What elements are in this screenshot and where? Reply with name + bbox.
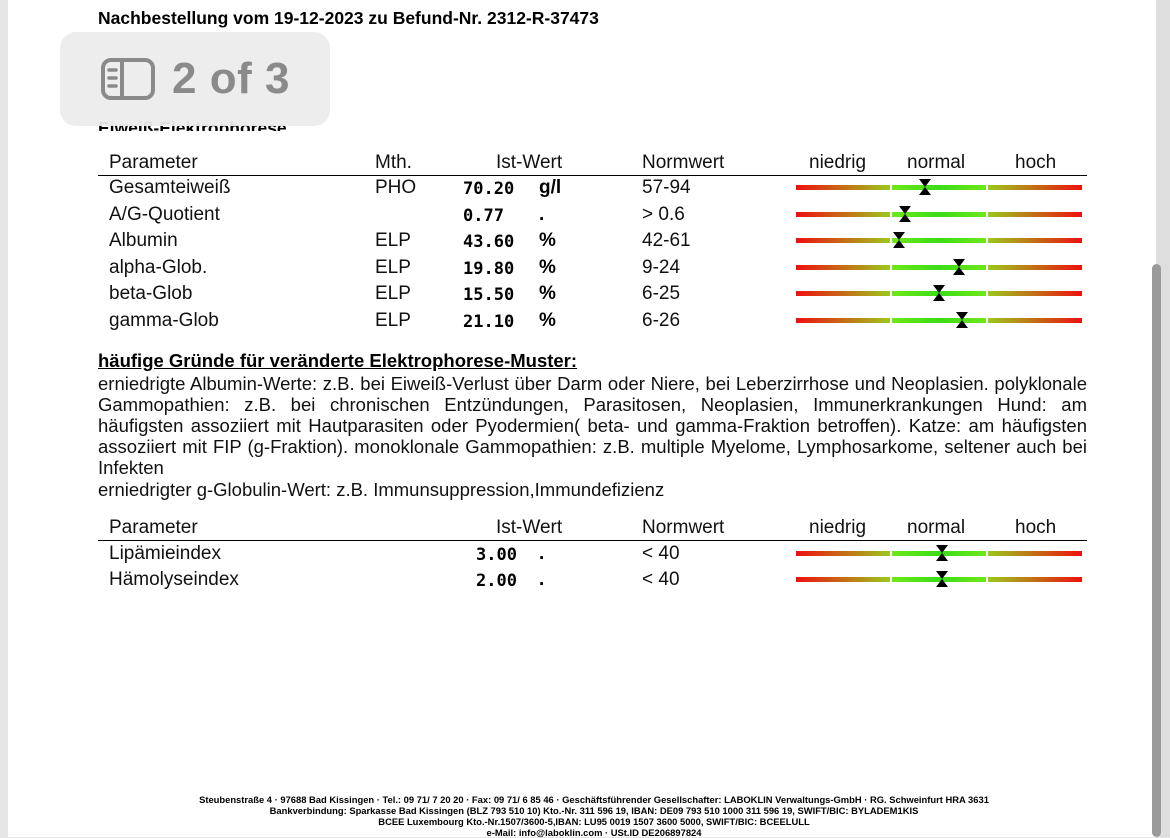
range-low xyxy=(796,291,890,296)
range-high xyxy=(988,238,1082,243)
parameter-name: gamma-Glob xyxy=(109,310,219,331)
footer xyxy=(98,794,1090,838)
level-bar xyxy=(796,238,1082,243)
document-title: Nachbestellung vom 19-12-2023 zu Befund-Nr. 2312-R-37473 xyxy=(98,8,599,28)
header-low-2: niedrig xyxy=(809,517,867,538)
range-high xyxy=(988,291,1082,296)
parameter-name: beta-Glob xyxy=(109,283,193,305)
level-marker-icon xyxy=(956,312,968,328)
range-high xyxy=(988,577,1082,582)
method: PHO xyxy=(375,177,417,198)
footer-line: Bankverbindung: Sparkasse Bad Kissingen (BLZ 793 510 10) Kto.-Nr. 311 596 19, IBAN: DE09 793 510 1000 311 596 19, SWIFT/BIC: BYLADEM1KIS xyxy=(269,805,919,816)
norm-range: 6-25 xyxy=(642,283,681,305)
range-high xyxy=(988,185,1082,190)
page-indicator[interactable] xyxy=(60,32,330,126)
reasons-paragraph: erniedrigte Albumin-Werte: z.B. bei Eiweiß-Verlust über Darm oder Niere, bei Leberzirrhose und Neoplasien. polyklonale Gammopathien: z.B. bei chronischen Entzündungen, Parasitosen, Neoplasien, Immunerkrankungen Hund: am häufigsten assoziiert mit Hautparasiten oder Pyodermien( beta- und gamma-Fraktion betroffen). Katze: am häufigsten assoziiert mit FIP (g-Fraktion). monoklonale Gammopathien: z.B. multiple Myelome, Lymphosarkome, seltener auch bei Infekten xyxy=(98,373,1087,478)
norm-range: 6-26 xyxy=(642,310,681,331)
result-unit: % xyxy=(539,310,556,331)
header-high: hoch xyxy=(1015,152,1057,173)
result-unit: % xyxy=(539,230,556,252)
result-value: 15.50 xyxy=(463,285,515,306)
level-bar xyxy=(796,577,1082,582)
result-unit: g/l xyxy=(539,177,562,198)
header-high-2: hoch xyxy=(1015,517,1057,538)
result-unit: . xyxy=(539,569,545,590)
range-normal xyxy=(892,238,986,243)
range-high xyxy=(988,265,1082,270)
range-high xyxy=(988,212,1082,217)
header-normal-2: normal xyxy=(907,517,966,538)
level-marker-icon xyxy=(933,285,945,301)
range-low xyxy=(796,265,890,270)
header-norm: Normwert xyxy=(642,152,725,173)
reasons-title: häufige Gründe für veränderte Elektrophorese-Muster: xyxy=(98,350,578,371)
norm-range: < 40 xyxy=(642,543,680,564)
result-value: 43.60 xyxy=(463,232,515,253)
level-marker-icon xyxy=(893,232,905,248)
level-bar xyxy=(796,185,1082,190)
range-normal xyxy=(892,318,986,323)
range-low xyxy=(796,318,890,323)
level-marker-icon xyxy=(919,179,931,195)
footer-line: BCEE Luxembourg Kto.-Nr.1507/3600-5,IBAN: LU95 0019 1507 3600 5000, SWIFT/BIC: BCEELULL xyxy=(378,816,810,827)
method: ELP xyxy=(375,230,411,252)
result-value: 2.00 xyxy=(476,571,517,591)
range-normal xyxy=(892,265,986,270)
header-norm-2: Normwert xyxy=(642,517,725,538)
range-low xyxy=(796,551,890,556)
footer-line: e-Mail: info@laboklin.com · USt.ID DE206897824 xyxy=(486,827,702,838)
method: ELP xyxy=(375,256,411,278)
sidebar-icon[interactable] xyxy=(100,57,156,101)
parameter-name: Hämolyseindex xyxy=(109,569,239,590)
level-marker-icon xyxy=(936,545,948,561)
parameter-name: A/G-Quotient xyxy=(109,203,220,225)
result-value: 0.77 xyxy=(463,205,504,226)
range-low xyxy=(796,238,890,243)
norm-range: 42-61 xyxy=(642,230,691,252)
result-unit: . xyxy=(539,543,545,564)
header-divider-2 xyxy=(98,540,1087,541)
result-unit: . xyxy=(539,203,545,225)
parameter-name: Albumin xyxy=(109,230,178,252)
level-bar xyxy=(796,212,1082,217)
level-bar xyxy=(796,265,1082,270)
norm-range: 9-24 xyxy=(642,256,681,278)
header-parameter: Parameter xyxy=(109,152,198,173)
header-divider xyxy=(98,175,1087,176)
header-low: niedrig xyxy=(809,152,867,173)
result-unit: % xyxy=(539,256,556,278)
result-value: 70.20 xyxy=(463,179,515,199)
range-low xyxy=(796,577,890,582)
header-value: Ist-Wert xyxy=(496,152,563,173)
header-parameter-2: Parameter xyxy=(109,517,198,538)
result-value: 19.80 xyxy=(463,258,515,279)
parameter-name: Gesamteiweiß xyxy=(109,177,231,198)
level-marker-icon xyxy=(936,571,948,587)
result-value: 3.00 xyxy=(476,545,517,565)
range-high xyxy=(988,318,1082,323)
level-marker-icon xyxy=(899,206,911,222)
scrollbar[interactable] xyxy=(1152,264,1161,837)
level-bar xyxy=(796,551,1082,556)
level-marker-icon xyxy=(953,259,965,275)
range-high xyxy=(988,551,1082,556)
page-indicator-text: 2 of 3 xyxy=(172,54,290,103)
level-bar xyxy=(796,318,1082,323)
result-unit: % xyxy=(539,283,556,305)
footer-line: Steubenstraße 4 · 97688 Bad Kissingen · Tel.: 09 71/ 7 20 20 · Fax: 09 71/ 6 85 46 · Geschäftsführender Gesellschafter: LABOKLIN Verwaltungs-GmbH · RG. Schweinfurt HRA 3631 xyxy=(199,794,989,805)
norm-range: > 0.6 xyxy=(642,203,685,225)
parameter-name: Lipämieindex xyxy=(109,543,221,564)
norm-range: < 40 xyxy=(642,569,680,590)
header-method: Mth. xyxy=(375,152,412,173)
range-normal xyxy=(892,185,986,190)
method: ELP xyxy=(375,310,411,331)
method: ELP xyxy=(375,283,411,305)
norm-range: 57-94 xyxy=(642,177,691,198)
range-low xyxy=(796,185,890,190)
header-value-2: Ist-Wert xyxy=(496,517,563,538)
header-normal: normal xyxy=(907,152,966,173)
parameter-name: alpha-Glob. xyxy=(109,256,208,278)
level-bar xyxy=(796,291,1082,296)
result-value: 21.10 xyxy=(463,312,515,332)
range-low xyxy=(796,212,890,217)
reasons-paragraph-2: erniedrigter g-Globulin-Wert: z.B. Immunsuppression,Immundefizienz xyxy=(98,479,665,500)
